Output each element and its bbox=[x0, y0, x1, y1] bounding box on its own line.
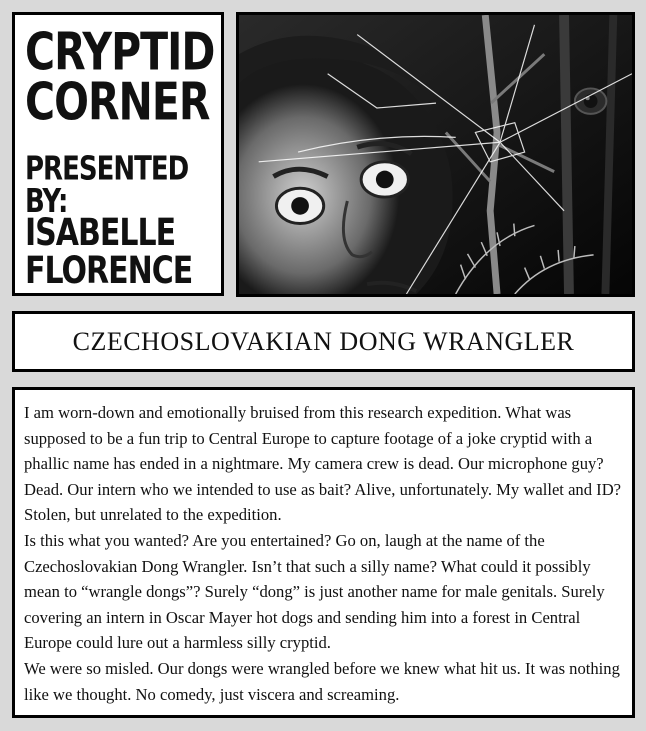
headline-panel bbox=[12, 311, 635, 372]
title-card bbox=[12, 12, 224, 296]
author-name-line2: FLORENCE bbox=[25, 249, 193, 293]
show-title-line1: CRYPTID bbox=[25, 22, 215, 82]
article-body bbox=[12, 387, 635, 718]
article-headline: CZECHOSLOVAKIAN DONG WRANGLER bbox=[72, 326, 575, 356]
body-paragraph: I am worn-down and emotionally bruised from this research expedition. What was supposed to be a fun trip to Central Europe to capture footage of a joke cryptid with a phallic name has ended in a nightmare. My camera crew is dead. Our microphone guy? Dead. Our intern who we intended to use as bait? Alive, unfortunately. My wallet and ID? Stolen, but unrelated to the expedition. bbox=[24, 403, 622, 525]
body-paragraph: Is this what you wanted? Are you entertained? Go on, laugh at the name of the Czechoslovakian Dong Wrangler. Isn’t that such a silly name? What could it possibly mean to “wrangle dongs”? Surely “dong” is just another name for male genitals. Surely covering an intern in Oscar Mayer hot dogs and sending him into a forest in Central Europe could lure out a harmless silly cryptid. bbox=[24, 530, 605, 653]
shocked-face-photo-icon bbox=[239, 15, 632, 294]
feature-photo bbox=[236, 12, 635, 297]
show-title-line2: CORNER bbox=[25, 72, 210, 132]
presented-by-label: PRESENTED BY: bbox=[25, 150, 189, 221]
author-name-line1: ISABELLE bbox=[25, 211, 176, 255]
body-paragraph: We were so misled. Our dongs were wrangled before we knew what hit us. It was nothing like we thought. No comedy, just viscera and screaming. bbox=[24, 658, 620, 704]
